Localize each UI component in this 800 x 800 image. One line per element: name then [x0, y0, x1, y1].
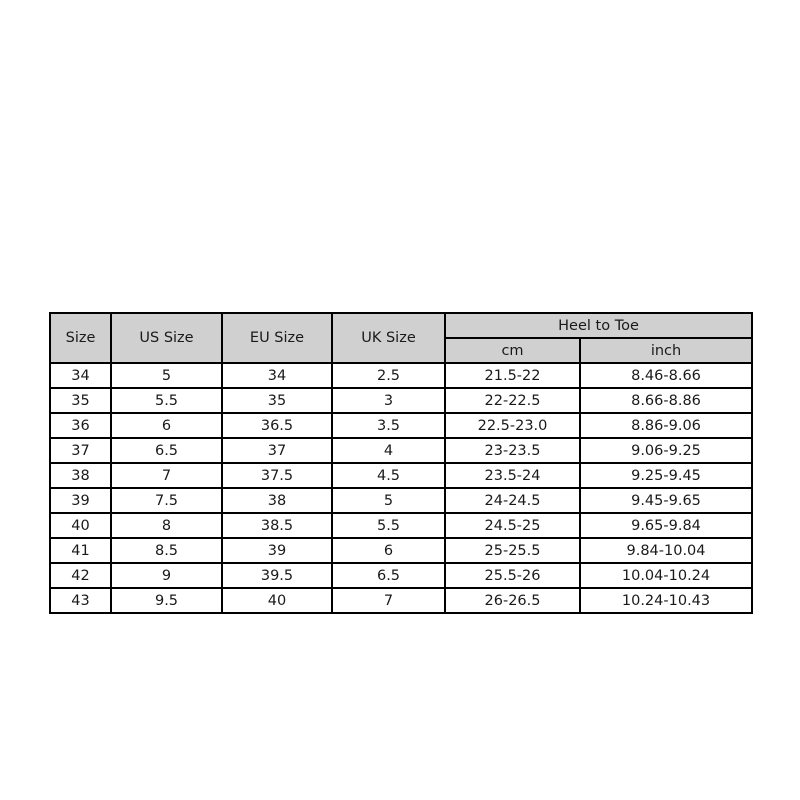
cell-inch: 10.24-10.43	[580, 588, 752, 613]
cell-cm: 26-26.5	[445, 588, 580, 613]
cell-size: 43	[50, 588, 111, 613]
header-uk-size: UK Size	[332, 313, 445, 363]
cell-size: 37	[50, 438, 111, 463]
table-row	[50, 413, 752, 438]
cell-us-size: 5.5	[111, 388, 222, 413]
cell-cm: 25-25.5	[445, 538, 580, 563]
cell-size: 38	[50, 463, 111, 488]
cell-size: 36	[50, 413, 111, 438]
cell-us-size: 6	[111, 413, 222, 438]
table-body	[50, 363, 752, 613]
cell-us-size: 6.5	[111, 438, 222, 463]
cell-inch: 10.04-10.24	[580, 563, 752, 588]
cell-cm: 23-23.5	[445, 438, 580, 463]
table-row	[50, 538, 752, 563]
cell-eu-size: 37	[222, 438, 332, 463]
cell-cm: 24-24.5	[445, 488, 580, 513]
cell-eu-size: 38	[222, 488, 332, 513]
cell-us-size: 5	[111, 363, 222, 388]
cell-inch: 9.65-9.84	[580, 513, 752, 538]
table-row	[50, 438, 752, 463]
cell-cm: 25.5-26	[445, 563, 580, 588]
cell-size: 42	[50, 563, 111, 588]
cell-inch: 8.86-9.06	[580, 413, 752, 438]
cell-eu-size: 34	[222, 363, 332, 388]
cell-uk-size: 5	[332, 488, 445, 513]
cell-uk-size: 7	[332, 588, 445, 613]
cell-cm: 22-22.5	[445, 388, 580, 413]
cell-inch: 9.25-9.45	[580, 463, 752, 488]
cell-us-size: 9	[111, 563, 222, 588]
cell-inch: 9.84-10.04	[580, 538, 752, 563]
header-row	[50, 313, 752, 338]
cell-eu-size: 37.5	[222, 463, 332, 488]
cell-uk-size: 3.5	[332, 413, 445, 438]
cell-eu-size: 39	[222, 538, 332, 563]
header-eu-size: EU Size	[222, 313, 332, 363]
cell-us-size: 7.5	[111, 488, 222, 513]
cell-inch: 9.45-9.65	[580, 488, 752, 513]
shoe-size-chart-table	[49, 312, 753, 614]
table-row	[50, 588, 752, 613]
table-row	[50, 513, 752, 538]
cell-size: 40	[50, 513, 111, 538]
cell-inch: 9.06-9.25	[580, 438, 752, 463]
table-row	[50, 388, 752, 413]
cell-eu-size: 38.5	[222, 513, 332, 538]
cell-cm: 22.5-23.0	[445, 413, 580, 438]
cell-size: 35	[50, 388, 111, 413]
header-heel-to-toe: Heel to Toe	[445, 313, 752, 338]
header-size: Size	[50, 313, 111, 363]
header-cm: cm	[445, 338, 580, 363]
cell-uk-size: 4.5	[332, 463, 445, 488]
cell-us-size: 9.5	[111, 588, 222, 613]
cell-uk-size: 4	[332, 438, 445, 463]
cell-eu-size: 35	[222, 388, 332, 413]
table-row	[50, 463, 752, 488]
header-us-size: US Size	[111, 313, 222, 363]
cell-uk-size: 6	[332, 538, 445, 563]
table-row	[50, 488, 752, 513]
cell-cm: 23.5-24	[445, 463, 580, 488]
cell-inch: 8.46-8.66	[580, 363, 752, 388]
cell-eu-size: 40	[222, 588, 332, 613]
header-inch: inch	[580, 338, 752, 363]
cell-inch: 8.66-8.86	[580, 388, 752, 413]
cell-size: 41	[50, 538, 111, 563]
table-row	[50, 363, 752, 388]
table-row	[50, 563, 752, 588]
cell-uk-size: 6.5	[332, 563, 445, 588]
cell-eu-size: 39.5	[222, 563, 332, 588]
cell-us-size: 8.5	[111, 538, 222, 563]
cell-cm: 21.5-22	[445, 363, 580, 388]
cell-uk-size: 5.5	[332, 513, 445, 538]
cell-cm: 24.5-25	[445, 513, 580, 538]
cell-us-size: 8	[111, 513, 222, 538]
cell-uk-size: 2.5	[332, 363, 445, 388]
cell-size: 34	[50, 363, 111, 388]
cell-eu-size: 36.5	[222, 413, 332, 438]
cell-us-size: 7	[111, 463, 222, 488]
cell-uk-size: 3	[332, 388, 445, 413]
cell-size: 39	[50, 488, 111, 513]
